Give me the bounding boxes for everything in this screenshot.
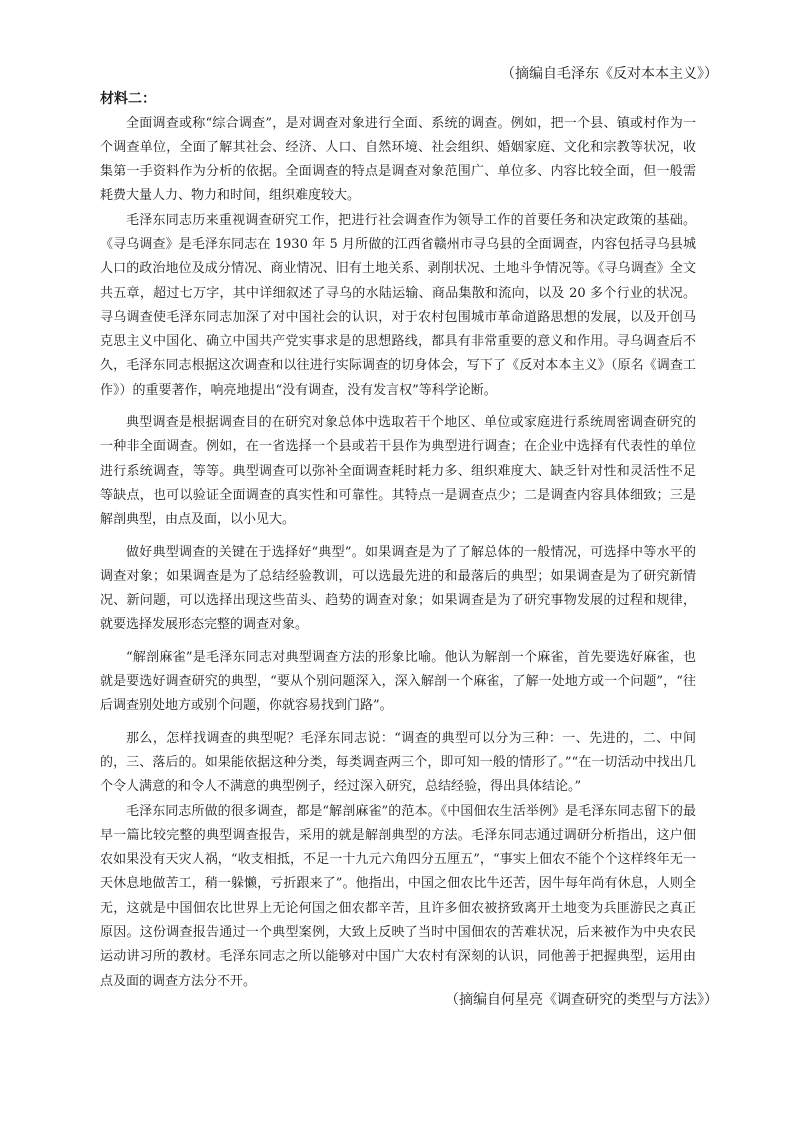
paragraph: 做好典型调查的关键在于选择好“典型”。如果调查是为了了解总体的一般情况，可选择中等水平的调查对象；如果调查是为了总结经验教训，可以选最先进的和最落后的典型；如果调查是为了研究新情况、新问题，可以选择出现这些苗头、趋势的调查对象；如果调查是为了研究事物发展的过程和规律，就要选择发展形态完整的调查对象。	[100, 544, 696, 633]
paragraph: 毛泽东同志历来重视调查研究工作，把进行社会调查作为领导工作的首要任务和决定政策的基础。《寻乌调查》是毛泽东同志在 1930 年 5 月所做的江西省赣州市寻乌县的全面调查，内容包括寻乌县城人口的政治地位及成分情况、商业情况、旧有土地关系、剥削状况、土地斗争情况等。《寻乌调查》全文共五章，超过七万字，其中详细叙述了寻乌的水陆运输、商品集散和流向，以及 20 多个行业的状况。寻乌调查使毛泽东同志加深了对中国社会的认识，对于农村包围城市革命道路思想的发展，以及开创马克思主义中国化、确立中国共产党实事求是的思想路线，都具有非常重要的意义和作用。寻乌调查后不久，毛泽东同志根据这次调查和以往进行实际调查的切身体会，写下了《反对本本主义》（原名《调查工作》）的重要著作，响亮地提出“没有调查，没有发言权”等科学论断。	[100, 212, 696, 398]
paragraph: 那么，怎样找调查的典型呢？毛泽东同志说：“调查的典型可以分为三种：一、先进的，二、中间的，三、落后的。如果能依据这种分类，每类调查两三个，即可知一般的情形了。”“在一切活动中找出几个令人满意的和令人不满意的典型例子，经过深入研究，总结经验，得出具体结论。”	[100, 730, 696, 795]
material-heading: 材料二：	[100, 91, 156, 107]
paragraph: “解剖麻雀”是毛泽东同志对典型调查方法的形象比喻。他认为解剖一个麻雀，首先要选好麻雀，也就是要选好调查研究的典型，“要从个别问题深入，深入解剖一个麻雀，了解一处地方或一个问题”，“往后调查别处地方或别个问题，你就容易找到门路”。	[100, 649, 696, 714]
paragraph: 毛泽东同志所做的很多调查，都是“解剖麻雀”的范本。《中国佃农生活举例》是毛泽东同志留下的最早一篇比较完整的典型调查报告，采用的就是解剖典型的方法。毛泽东同志通过调研分析指出，这户佃农如果没有天灾人祸，“收支相抵，不足一十九元六角四分五厘五”，“事实上佃农不能个个这样终年无一天休息地做苦工，稍一躲懒，亏折跟来了”。他指出，中国之佃农比牛还苦，因牛每年尚有休息，人则全无，这就是中国佃农比世界上无论何国之佃农都辛苦，且许多佃农被挤致离开土地变为兵匪游民之真正原因。这份调查报告通过一个典型案例，大致上反映了当时中国佃农的苦难状况，后来被作为中央农民运动讲习所的教材。毛泽东同志之所以能够对中国广大农村有深刻的认识，同他善于把握典型，运用由点及面的调查方法分不开。	[100, 803, 696, 989]
paragraph: 全面调查或称“综合调查”，是对调查对象进行全面、系统的调查。例如，把一个县、镇或村作为一个调查单位，全面了解其社会、经济、人口、自然环境、社会组织、婚姻家庭、文化和宗教等状况，收集第一手资料作为分析的依据。全面调查的特点是调查对象范围广、单位多、内容比较全面，但一般需耗费大量人力、物力和时间，组织难度较大。	[100, 115, 696, 204]
paragraph: 典型调查是根据调查目的在研究对象总体中选取若干个地区、单位或家庭进行系统周密调查研究的一种非全面调查。例如，在一省选择一个县或若干县作为典型进行调查；在企业中选择有代表性的单位进行系统调查，等等。典型调查可以弥补全面调查耗时耗力多、组织难度大、缺乏针对性和灵活性不足等缺点，也可以验证全面调查的真实性和可靠性。其特点一是调查点少；二是调查内容具体细致；三是解剖典型，由点及面，以小见大。	[100, 415, 696, 528]
material-body	[100, 87, 696, 994]
source-citation-bottom: （摘编自何星亮《调查研究的类型与方法》）	[445, 992, 718, 1008]
source-citation-top: （摘编自毛泽东《反对本本主义》）	[501, 66, 718, 82]
